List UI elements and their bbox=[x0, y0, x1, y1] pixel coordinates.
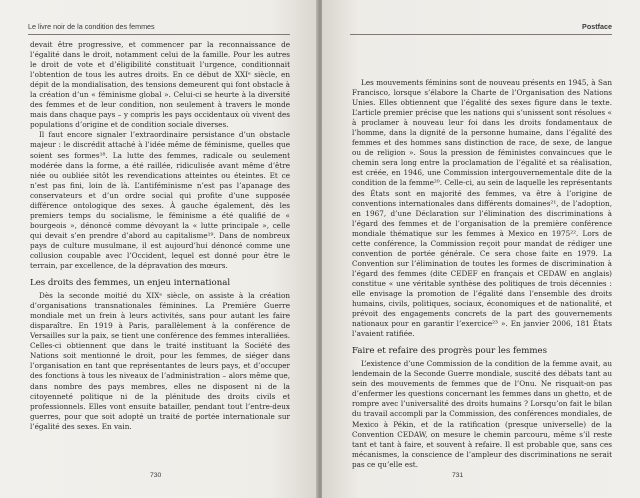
left-paragraph-2: Il faut encore signaler l’extraordinaire persistance d’un obstacle majeur : le discrédit attaché à l’idée même de féminisme, quelles que soient ses formes¹⁸. La lutte des femmes, radicale ou seulement modérée dans la forme, a été raillée, ridiculisée avant même d’être niée ou oubliée sitôt les revendications atteintes ou éteintes. Et ce n’est pas fini, loin de là. L’antiféminisme n’est pas l’apanage des conservateurs et d’un ordre social qui profite d’une supposée différence ontologique des sexes. À gauche également, dès les premiers temps du socialisme, le féminisme a été qualifié de « bourgeois », dénoncé comme dévoyant la « lutte principale », celle qui devait s’en prendre d’abord au capitalisme¹⁹. Dans de nombreux pays de culture musulmane, il est aujourd’hui dénoncé comme une collusion coupable avec l’Occident, lequel est donné pour être le terrain, par excellence, de la dépravation des mœurs. bbox=[30, 130, 290, 271]
right-paragraph-1: Les mouvements féminins sont de nouveau présents en 1945, à San Francisco, lorsque s’élabore la Charte de l’Organisation des Nations Unies. Elles obtiennent que l’égalité des sexes figure dans le texte. L’article premier précise que les nations qui s’unissent sont résolues « à proclamer à nouveau leur foi dans les droits fondamentaux de l’homme, dans la dignité de la personne humaine, dans l’égalité des femmes et des hommes sans distinction de race, de sexe, de langue ou de religion ». Sous la pression de féministes convaincues que le chemin sera long entre la proclamation de l’égalité et sa réalisation, est créée, en 1946, une Commission intergouvernementale dite de la condition de la femme²⁰. Celle-ci, au sein de laquelle les représentants des États sont en majorité des femmes, va être à l’origine de conventions internationales dans différents domaines²¹, de l’adoption, en 1967, d’une Déclaration sur l’élimination des discriminations à l’égard des femmes et de l’organisation de la première conférence mondiale thématique sur les femmes à Mexico en 1975²². Lors de cette conférence, la Commission reçoit pour mandat de rédiger une convention de portée générale. Ce sera chose faite en 1979. La Convention sur l’élimination de toutes les formes de discrimination à l’égard des femmes (dite CEDEF en français et CEDAW en anglais) constitue « une véritable synthèse des politiques de trois décennies : elle envisage la promotion de l’égalité dans l’ensemble des droits humains, civils, politiques, sociaux, économiques et de nationalité, et prévoit des engagements concrets de la part des gouvernements nationaux pour en garantir l’exercice²³ ». En janvier 2006, 181 États l’avaient ratifiée. bbox=[352, 78, 612, 339]
right-page-body bbox=[352, 78, 612, 470]
running-head-left: Le livre noir de la condition des femmes bbox=[28, 22, 155, 31]
left-paragraph-1: devait être progressive, et commencer par la reconnaissance de l’égalité dans le droit, notamment celui de la famille. Pour les autres le droit de vote et d’éligibilité constituait l’urgence, conditionnait l’obtention de tous les autres droits. En ce début de XXIᵉ siècle, en dépit de la mondialisation, des tensions demeurent qui font obstacle à la création d’un « féminisme global ». Celui-ci se heurte à la diversité des femmes et de leur condition, non seulement à travers le monde mais dans chaque pays – y compris les pays occidentaux où vivent des populations d’origine et de condition sociale diverses. bbox=[30, 40, 290, 130]
running-head-right: Postface bbox=[582, 22, 612, 31]
left-page bbox=[0, 0, 318, 498]
left-paragraph-3: Dès la seconde moitié du XIXᵉ siècle, on assiste à la création d’organisations transnationales féminines. La Première Guerre mondiale met un frein à leurs activités, sans pour autant les faire disparaître. En 1919 à Paris, parallèlement à la conférence de Versailles sur la paix, se tient une conférence des femmes interalliées. Celles-ci obtiennent que dans le traité instituant la Société des Nations soit mentionné le droit, pour les femmes, de siéger dans l’organisation en tant que représentantes de leurs pays, et d’occuper des fonctions à tous les niveaux de l’administration – alors même que, dans nombre des pays membres, elles ne disposent ni de la citoyenneté politique ni de la plénitude des droits civils et professionnels. Elles vont ensuite batailler, pendant tout l’entre-deux guerres, pour que soit adopté un traité de portée internationale sur l’égalité des sexes. En vain. bbox=[30, 291, 290, 431]
page-number-left: 730 bbox=[150, 472, 162, 479]
header-rule-right bbox=[350, 34, 612, 35]
left-section-heading: Les droits des femmes, un enjeu international bbox=[30, 278, 231, 289]
header-rule-left bbox=[28, 34, 290, 35]
right-section-heading: Faire et refaire des progrès pour les femmes bbox=[352, 346, 548, 357]
page-number-right: 731 bbox=[452, 472, 464, 479]
right-paragraph-2: L’existence d’une Commission de la condition de la femme avait, au lendemain de la Seconde Guerre mondiale, suscité des débats tant au sein des mouvements de femmes que de l’Onu. Ne risquait-on pas d’enfermer les questions concernant les femmes dans un ghetto, et de rompre avec l’universalité des droits humains ? Lorsqu’on fait le bilan du travail accompli par la Commission, des conférences mondiales, de Mexico à Pékin, et de la ratification (presque universelle) de la Convention CEDAW, on mesure le chemin parcouru, même s’il reste tant et tant à faire, et souvent à refaire. Il est probable que, sans ces mécanismes, la conscience de l’ampleur des discriminations ne serait pas ce qu’elle est. bbox=[352, 359, 612, 469]
right-page bbox=[322, 0, 640, 498]
left-page-body bbox=[30, 40, 290, 432]
